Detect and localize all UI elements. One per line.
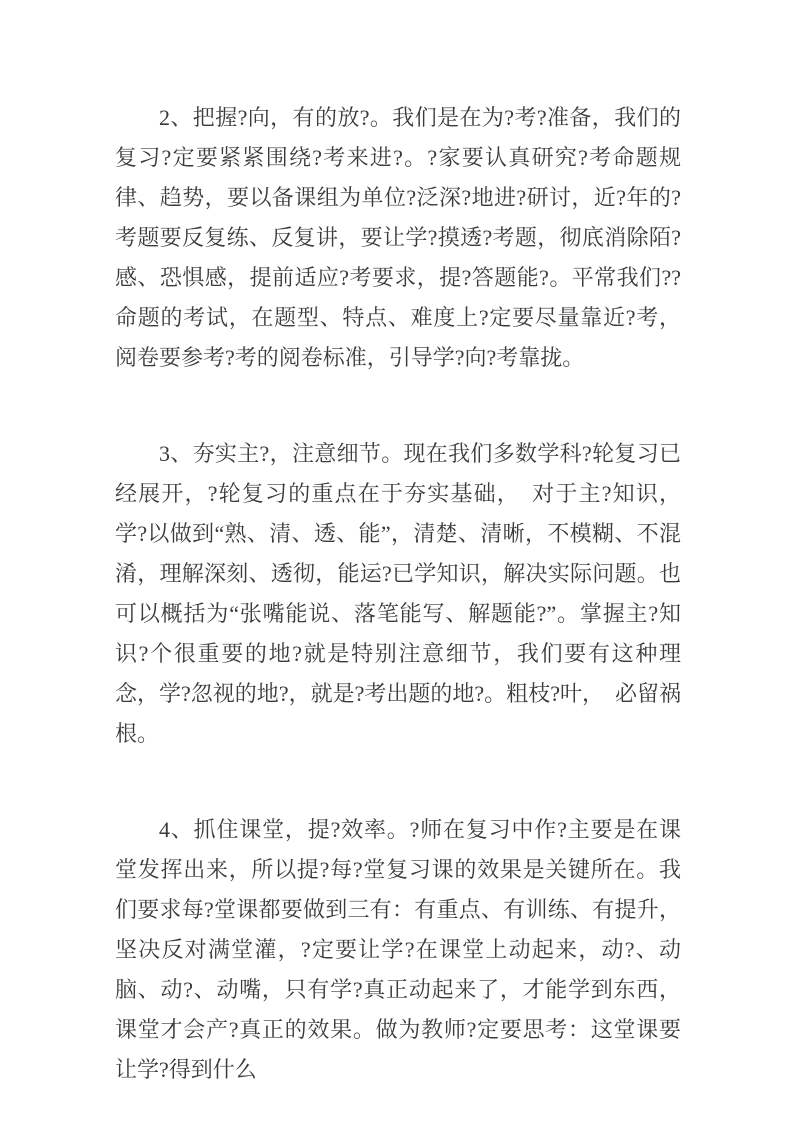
paragraph-item-2: 2、把握?向，有的放?。我们是在为?考?准备，我们的复习?定要紧紧围绕?考来进?。?家要认真研究?考命题规律、趋势，要以备课组为单位?泛深?地进?研讨，近?年的?考题要反复练、反复讲，要让学?摸透?考题，彻底消除陌?感、恐惧感，提前适应?考要求，提?答题能?。平常我们??命题的考试，在题型、特点、难度上?定要尽量靠近?考，阅卷要参考?考的阅卷标准，引导学?向?考靠拢。 xyxy=(115,105,681,370)
paragraph-item-3: 3、夯实主?，注意细节。现在我们多数学科?轮复习已经展开，?轮复习的重点在于夯实基础， 对于主?知识，学?以做到“熟、清、透、能”，清楚、清晰，不模糊、不混淆，理解深刻、透彻，能运?已学知识，解决实际问题。也可以概括为“张嘴能说、落笔能写、解题能?”。掌握主?知识?个很重要的地?就是特别注意细节，我们要有这种理念，学?忽视的地?，就是?考出题的地?。粗枝?叶， 必留祸根。 xyxy=(115,441,681,746)
paragraph-item-4: 4、抓住课堂，提?效率。?师在复习中作?主要是在课堂发挥出来，所以提?每?堂复习课的效果是关键所在。我们要求每?堂课都要做到三有：有重点、有训练、有提升，坚决反对满堂灌，?定要让学?在课堂上动起来，动?、动脑、动?、动嘴，只有学?真正动起来了，才能学到东西，课堂才会产?真正的效果。做为教师?定要思考：这堂课要让学?得到什么 xyxy=(115,817,681,1082)
